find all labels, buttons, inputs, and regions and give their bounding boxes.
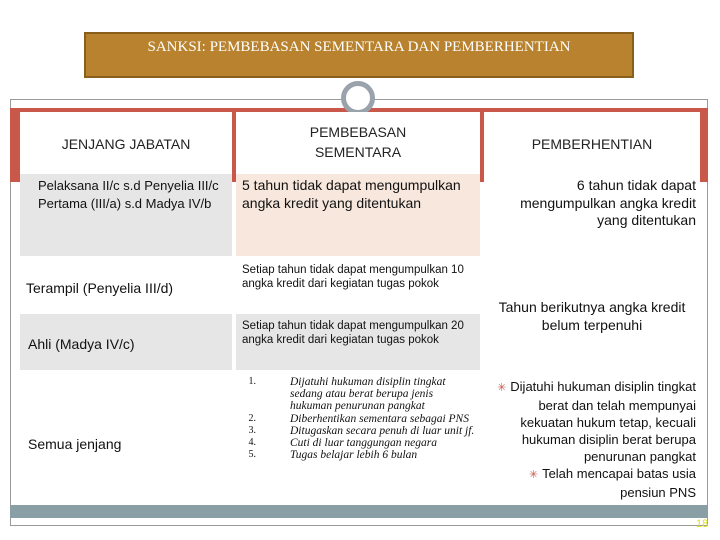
asterisk-icon: ✳ [528,469,539,481]
list-item: ✳ Dijatuhi hukuman disiplin tingkat berat dan telah mempunyai kekuatan hukum tetap, kecuali hukuman disiplin berat berupa penurunan pangkat [497,379,696,464]
cell-jenjang-pelaksana: Pelaksana II/c s.d Penyelia III/c Pertama (III/a) s.d Madya IV/b [20,174,232,256]
pembebasan-list [242,376,476,461]
circle-ornament [341,81,375,115]
cell-pembebasan-terampil: Setiap tahun tidak dapat mengumpulkan 10 angka kredit dari kegiatan tugas pokok [236,258,480,312]
slide-title: SANKSI: PEMBEBASAN SEMENTARA DAN PEMBERHENTIAN [84,32,634,78]
header-pembebasan: PEMBEBASAN SEMENTARA [236,112,480,174]
header-pemberhentian: PEMBERHENTIAN [484,112,700,174]
cell-pemberhentian-semua [484,372,700,506]
list-item: 2. Diberhentikan sementara sebagai PNS [248,412,469,425]
header-jenjang: JENJANG JABATAN [20,112,232,174]
cell-pembebasan-semua [236,372,480,506]
list-item: 1. Dijatuhi hukuman disiplin tingkat sedang atau berat berupa jenis hukuman penurunan pangkat [248,376,446,413]
cell-pembebasan-pelaksana: 5 tahun tidak dapat mengumpulkan angka kredit yang ditentukan [236,174,480,256]
asterisk-icon: ✳ [497,382,507,394]
list-item: 5. Tugas belajar lebih 6 bulan [248,449,418,462]
page-number: 18 [696,518,709,530]
list-item: 4. Cuti di luar tanggungan negara [248,437,437,450]
cell-jenjang-terampil: Terampil (Penyelia III/d) [20,258,232,312]
list-item: 3. Ditugaskan secara penuh di luar unit jf. [248,424,475,437]
cell-jenjang-ahli: Ahli (Madya IV/c) [20,314,232,370]
cell-jenjang-semua: Semua jenjang [20,372,232,506]
cell-pemberhentian-pelaksana: 6 tahun tidak dapat mengumpulkan angka kredit yang ditentukan [484,174,700,256]
cell-pemberhentian-terampil-ahli: Tahun berikutnya angka kredit belum terpenuhi [484,258,700,370]
list-item: ✳ Telah mencapai batas usia pensiun PNS [528,466,696,500]
footer-band [10,505,708,518]
cell-pembebasan-ahli: Setiap tahun tidak dapat mengumpulkan 20 angka kredit dari kegiatan tugas pokok [236,314,480,370]
